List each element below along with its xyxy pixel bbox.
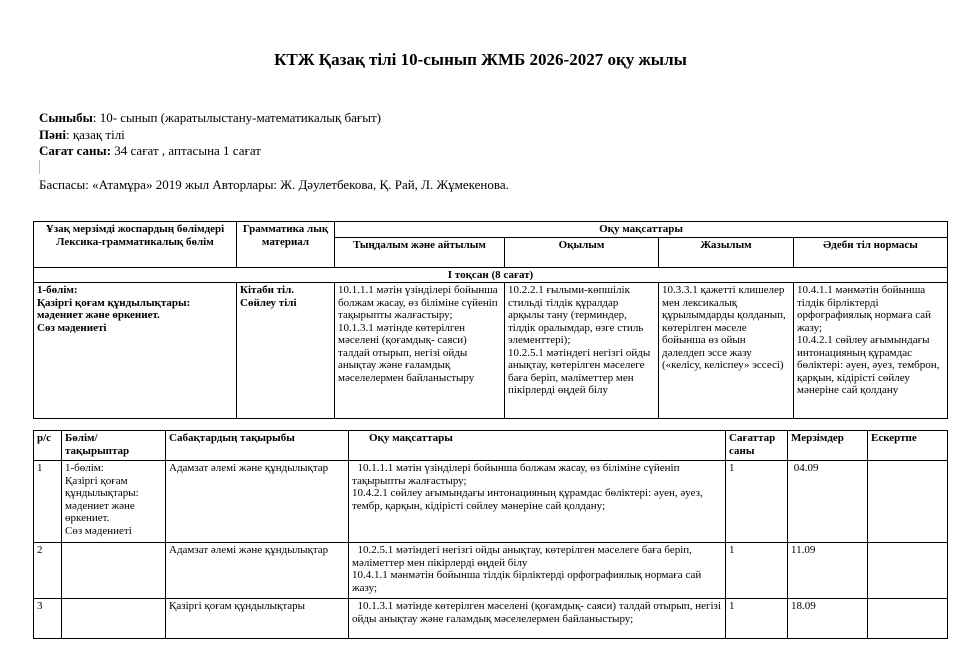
col-goals: Оқу мақсаттары — [349, 431, 726, 461]
row-topic: Қазіргі қоғам құндылықтары — [166, 599, 349, 639]
col-note: Ескертпе — [868, 431, 948, 461]
row-goals: 10.1.3.1 мәтінде көтерілген мәселені (қоғамдық- саяси) талдай отырып, негізі ойды анықтау және ғаламдық мәселелермен байланыстыру; — [349, 599, 726, 639]
lesson-table — [33, 430, 948, 639]
row-date: 11.09 — [788, 543, 868, 599]
col-date: Мерзімдер — [788, 431, 868, 461]
header-listening: Тыңдалым және айтылым — [335, 237, 505, 267]
text-cursor — [39, 160, 40, 174]
row-goals: 10.1.1.1 мәтін үзінділері бойынша болжам жасау, өз біліміне сүйеніп тақырыпты жалғастыру; 10.4.2.1 сөйлеу ағымындағы интонацияның құрамдас бөліктері: әуен, әуез, тембр, қарқын, кідірісті сөйлеу мәнеріне сай қолдану; — [349, 461, 726, 543]
row-date: 04.09 — [788, 461, 868, 543]
row-hours: 1 — [726, 599, 788, 639]
col-num: р/с — [34, 431, 62, 461]
class-label: Сыныбы — [39, 110, 93, 125]
quarter-row: I тоқсан (8 сағат) — [34, 267, 948, 283]
subject-line — [39, 126, 125, 143]
row-note — [868, 461, 948, 543]
plan-norm-cell: 10.4.1.1 мәнмәтін бойынша тілдік бірліктерді орфографиялық нормаға сай жазу; 10.4.2.1 сөйлеу ағымындағы интонацияның құрамдас бөліктері: әуен, әуез, темброн, қарқын, кідірісті сөйлеу мәнеріне сай қолдану — [794, 283, 948, 419]
row-note — [868, 599, 948, 639]
table-row — [34, 461, 948, 543]
table-row — [34, 543, 948, 599]
plan-grammar-cell: Кітаби тіл. Сөйлеу тілі — [237, 283, 335, 419]
header-reading: Оқылым — [505, 237, 659, 267]
header-section: Ұзақ мерзімді жоспардың бөлімдері Лексика-грамматикалық бөлім — [34, 222, 237, 268]
table-row — [34, 599, 948, 639]
col-section: Бөлім/ тақырыптар — [62, 431, 166, 461]
long-term-plan-table — [33, 221, 948, 419]
plan-writing-cell: 10.3.3.1 қажетті клишелер мен лексикалық құрылымдарды қолданып, көтерілген мәселе бойынша өз ойын дәлелдеп эссе жазу («келісу, келіспеу» эссесі) — [659, 283, 794, 419]
row-hours: 1 — [726, 543, 788, 599]
row-num: 2 — [34, 543, 62, 599]
row-hours: 1 — [726, 461, 788, 543]
subject-label: Пәні — [39, 127, 66, 142]
hours-label: Сағат саны: — [39, 143, 111, 158]
col-topic: Сабақтардың тақырыбы — [166, 431, 349, 461]
hours-value: 34 сағат , аптасына 1 сағат — [111, 143, 261, 158]
subject-value: : қазақ тілі — [65, 127, 125, 142]
row-topic: Адамзат әлемі және құндылықтар — [166, 543, 349, 599]
col-hours: Сағаттар саны — [726, 431, 788, 461]
hours-line — [39, 142, 261, 159]
class-value: : 10- сынып (жаратылыстану-математикалық бағыт) — [92, 110, 381, 125]
row-topic: Адамзат әлемі және құндылықтар — [166, 461, 349, 543]
row-num: 3 — [34, 599, 62, 639]
header-writing: Жазылым — [659, 237, 794, 267]
plan-listening-cell: 10.1.1.1 мәтін үзінділері бойынша болжам жасау, өз біліміне сүйеніп тақырыпты жалғастыру; 10.1.3.1 мәтінде көтерілген мәселені (қоғамдық- саяси) талдай отырып, негізі ойды анықтау және ғаламдық мәселелермен байланыстыру — [335, 283, 505, 419]
row-section — [62, 543, 166, 599]
publisher-line: Баспасы: «Атамұра» 2019 жыл Авторлары: Ж. Дәулетбекова, Қ. Рай, Л. Жұмекенова. — [39, 177, 509, 192]
header-grammar: Грамматика лық материал — [237, 222, 335, 268]
row-date: 18.09 — [788, 599, 868, 639]
document-title: КТЖ Қазақ тілі 10-сынып ЖМБ 2026-2027 оқу жылы — [274, 50, 687, 69]
header-goals: Оқу мақсаттары — [335, 222, 948, 238]
header-norm: Әдеби тіл нормасы — [794, 237, 948, 267]
class-line — [39, 109, 381, 126]
row-note — [868, 543, 948, 599]
row-num: 1 — [34, 461, 62, 543]
row-section — [62, 599, 166, 639]
plan-section-cell: 1-бөлім: Қазіргі қоғам құндылықтары: мәдениет және өркениет. Сөз мәдениеті — [34, 283, 237, 419]
row-section: 1-бөлім: Қазіргі қоғам құндылықтары: мәдениет және өркениет. Сөз мәдениеті — [62, 461, 166, 543]
plan-reading-cell: 10.2.2.1 ғылыми-көпшілік стильді тілдік құралдар арқылы тану (терминдер, тілдік оралымдар, өзге стиль элементтері); 10.2.5.1 мәтіндегі негізгі ойды анықтау, көтерілген мәселеге баға беріп, мәліметтер мен пікірлерді өңдей білу — [505, 283, 659, 419]
row-goals: 10.2.5.1 мәтіндегі негізгі ойды анықтау, көтерілген мәселеге баға беріп, мәліметтер мен пікірлерді өңдей білу 10.4.1.1 мәнмәтін бойынша тілдік бірліктерді орфографиялық нормаға сай жазу; — [349, 543, 726, 599]
